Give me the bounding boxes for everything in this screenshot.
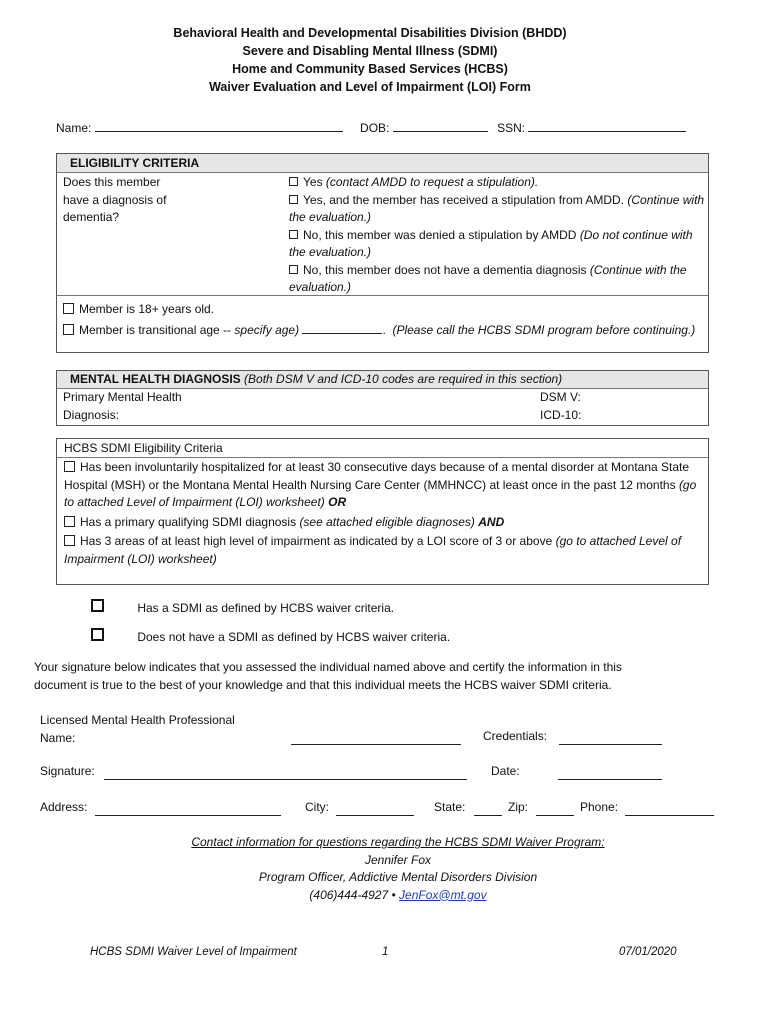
hcbs-header: [57, 439, 708, 458]
icd-label: ICD-10:: [540, 407, 582, 422]
address-field[interactable]: [95, 815, 281, 816]
contact-block: [28, 834, 768, 904]
criterion-hospitalized-note: (go to attached Level of Impairment (LOI) worksheet): [64, 477, 697, 509]
ssn-label: SSN:: [497, 121, 526, 135]
transitional-period: .: [382, 323, 386, 337]
option-stipulation-label: Yes, and the member has received a stipulation from AMDD.: [303, 192, 625, 207]
primary-diagnosis-label: [63, 389, 182, 424]
footer-left: HCBS SDMI Waiver Level of Impairment: [90, 946, 297, 958]
signature-label: Signature:: [40, 764, 95, 778]
determination-has-sdmi[interactable]: [91, 599, 394, 615]
option-yes-label: Yes: [303, 175, 323, 189]
checkbox-icon[interactable]: [64, 535, 75, 546]
checkbox-icon[interactable]: [63, 324, 74, 335]
credentials-label: Credentials:: [483, 729, 548, 743]
lmhp-line-2: Name:: [40, 731, 76, 745]
checkbox-icon[interactable]: [91, 628, 104, 641]
criterion-impairment-text: Has 3 areas of at least high level of impairment as indicated by a LOI score of 3 or above: [80, 534, 553, 548]
hcbs-heading: HCBS SDMI Eligibility Criteria: [64, 441, 223, 455]
checkbox-icon[interactable]: [63, 303, 74, 314]
checkbox-icon[interactable]: [289, 230, 298, 239]
option-no-label: No, this member does not have a dementia diagnosis: [303, 262, 587, 277]
city-field[interactable]: [336, 815, 414, 816]
transitional-age-item[interactable]: [63, 321, 703, 339]
date-field[interactable]: [558, 779, 662, 780]
eligibility-divider: [57, 295, 708, 296]
checkbox-icon[interactable]: [289, 177, 298, 186]
hcbs-criterion-hospitalized[interactable]: [64, 459, 704, 512]
no-sdmi-label: Does not have a SDMI as defined by HCBS waiver criteria.: [137, 630, 451, 644]
checkbox-icon[interactable]: [91, 599, 104, 612]
criterion-and: AND: [478, 514, 505, 529]
eligibility-header: [57, 154, 708, 173]
lmhp-label: [40, 711, 235, 747]
attestation-text: [34, 658, 734, 694]
checkbox-icon[interactable]: [64, 461, 75, 472]
checkbox-icon[interactable]: [289, 265, 298, 274]
dementia-question: Does this member have a diagnosis of dementia?: [63, 175, 167, 224]
eligibility-heading: ELIGIBILITY CRITERIA: [70, 156, 200, 170]
hcbs-criteria-list: [64, 459, 704, 568]
dementia-options: [289, 174, 705, 297]
age-18-label: Member is 18+ years old.: [79, 302, 215, 316]
transitional-age-field[interactable]: [302, 321, 382, 334]
contact-email-link[interactable]: JenFox@mt.gov: [399, 887, 487, 902]
dementia-option-yes-stipulation[interactable]: [289, 192, 705, 227]
option-yes-note: (contact AMDD to request a stipulation).: [325, 175, 539, 189]
option-no-note: (Continue with the evaluation.): [289, 262, 687, 294]
age-18-item[interactable]: [63, 299, 703, 319]
dementia-option-denied[interactable]: [289, 227, 705, 262]
footer-page-number: 1: [382, 946, 389, 958]
phone-label: Phone:: [580, 800, 619, 814]
dob-field[interactable]: [393, 119, 488, 132]
date-label: Date:: [491, 764, 520, 778]
dementia-option-no[interactable]: [289, 262, 705, 297]
footer-date: 07/01/2020: [619, 946, 677, 958]
transitional-specify: specify age): [234, 323, 300, 337]
criterion-diagnosis-note: (see attached eligible diagnoses): [299, 514, 475, 529]
dsm-label: DSM V:: [540, 390, 581, 404]
mental-health-header: [57, 371, 708, 389]
mental-health-section: [56, 370, 709, 426]
ssn-field[interactable]: [528, 119, 686, 132]
title-line-3: Home and Community Based Services (HCBS): [232, 62, 508, 76]
age-criteria: [63, 299, 703, 339]
has-sdmi-label: Has a SDMI as defined by HCBS waiver criteria.: [137, 601, 395, 615]
checkbox-icon[interactable]: [289, 195, 298, 204]
state-field[interactable]: [474, 815, 502, 816]
determination-no-sdmi[interactable]: [91, 628, 450, 644]
transitional-note: (Please call the HCBS SDMI program before continuing.): [392, 323, 696, 337]
transitional-label: Member is transitional age --: [79, 323, 232, 337]
state-label: State:: [434, 800, 466, 814]
bullet-icon: •: [391, 887, 396, 902]
zip-label: Zip:: [508, 800, 529, 814]
attestation-line-1: Your signature below indicates that you assessed the individual named above and certify the information in this: [34, 660, 622, 674]
lmhp-line-1: Licensed Mental Health Professional: [40, 713, 235, 727]
signature-field[interactable]: [104, 779, 467, 780]
attestation-line-2: document is true to the best of your knowledge and that this individual meets the HCBS waiver SDMI criteria.: [34, 678, 612, 692]
identity-row: [56, 119, 736, 135]
credentials-field[interactable]: [559, 744, 662, 745]
contact-phone-email: [28, 887, 768, 905]
contact-name: Jennifer Fox: [364, 852, 432, 867]
criterion-impairment-note: (go to attached Level of Impairment (LOI) worksheet): [64, 534, 682, 566]
contact-heading: Contact information for questions regarding the HCBS SDMI Waiver Program:: [191, 835, 605, 849]
title-line-4: Waiver Evaluation and Level of Impairment (LOI) Form: [209, 80, 531, 94]
hcbs-criterion-diagnosis[interactable]: [64, 514, 704, 532]
dob-label: DOB:: [360, 121, 390, 135]
criterion-hospitalized-text: Has been involuntarily hospitalized for at least 30 consecutive days because of a mental disorder at Montana State Hospital (MSH) or the Montana Mental Health Nursing Care Center (MMHNCC) at least once in the past 12 months: [64, 460, 690, 492]
primary-label-line-2: Diagnosis:: [63, 407, 120, 422]
dementia-option-yes[interactable]: [289, 174, 705, 192]
address-label: Address:: [40, 800, 88, 814]
mental-health-heading: MENTAL HEALTH DIAGNOSIS: [70, 372, 241, 386]
eligibility-section: [56, 153, 709, 353]
contact-phone: (406)444-4927: [309, 887, 389, 902]
option-denied-label: No, this member was denied a stipulation by AMDD: [303, 227, 577, 242]
phone-field[interactable]: [625, 815, 714, 816]
option-denied-note: (Do not continue with the evaluation.): [289, 227, 693, 259]
checkbox-icon[interactable]: [64, 516, 75, 527]
primary-label-line-1: Primary Mental Health: [63, 390, 182, 404]
title-line-1: Behavioral Health and Developmental Disabilities Division (BHDD): [173, 26, 567, 40]
title-line-2: Severe and Disabling Mental Illness (SDMI): [242, 44, 498, 58]
hcbs-criterion-impairment[interactable]: [64, 533, 704, 568]
criterion-or: OR: [328, 495, 347, 509]
mental-health-note: (Both DSM V and ICD-10 codes are required in this section): [244, 372, 563, 386]
hcbs-criteria-section: [56, 438, 709, 585]
diagnosis-codes: [540, 389, 581, 424]
zip-field[interactable]: [536, 815, 574, 816]
name-field[interactable]: [95, 119, 343, 132]
name-label: Name:: [56, 121, 92, 135]
lmhp-name-field[interactable]: [291, 744, 461, 745]
contact-role: Program Officer, Addictive Mental Disorders Division: [258, 870, 538, 884]
criterion-diagnosis-text: Has a primary qualifying SDMI diagnosis: [80, 514, 297, 529]
city-label: City:: [305, 800, 329, 814]
form-title: [0, 24, 740, 96]
option-stipulation-note: (Continue with the evaluation.): [289, 192, 705, 224]
